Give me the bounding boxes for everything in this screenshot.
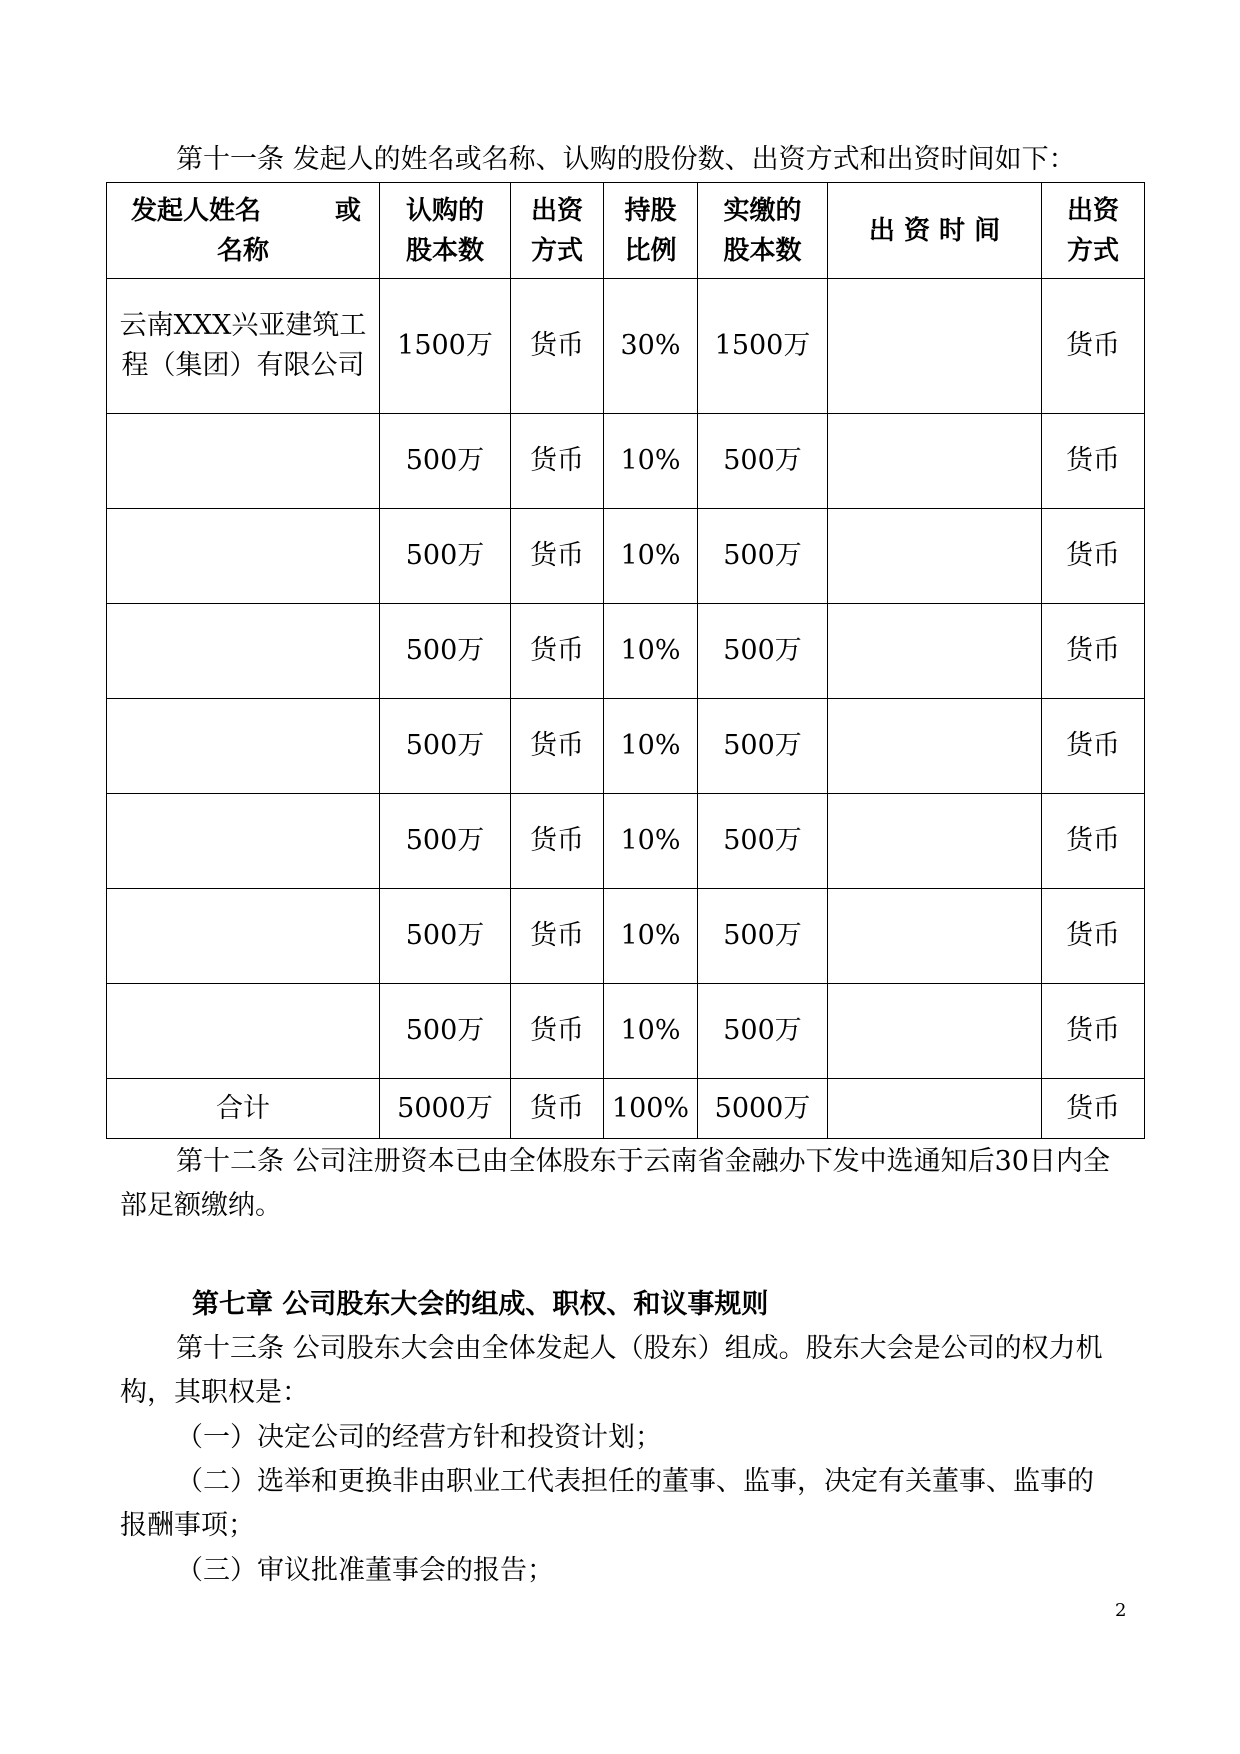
cell-method2: 货币 <box>1042 279 1145 414</box>
cell-method2: 货币 <box>1042 414 1145 509</box>
table-row <box>107 794 1145 889</box>
cell-time <box>828 699 1042 794</box>
cell-total-method2: 货币 <box>1042 1079 1145 1139</box>
cell-method: 货币 <box>511 794 604 889</box>
cell-method2: 货币 <box>1042 604 1145 699</box>
cell-paid: 500万 <box>698 509 828 604</box>
header-paid-line2: 股本数 <box>723 235 802 266</box>
cell-paid: 500万 <box>698 984 828 1079</box>
cell-time <box>828 984 1042 1079</box>
cell-total-subscribed: 5000万 <box>380 1079 511 1139</box>
cell-subscribed: 500万 <box>380 604 511 699</box>
cell-ratio: 10% <box>604 889 698 984</box>
chapter-7-heading: 第七章 公司股东大会的组成、职权、和议事规则 <box>192 1289 769 1320</box>
cell-ratio: 10% <box>604 509 698 604</box>
table-row <box>107 604 1145 699</box>
article-13: 第十三条 公司股东大会由全体发起人（股东）组成。股东大会是公司的权力机构，其职权是： <box>120 1333 1103 1408</box>
cell-paid: 500万 <box>698 699 828 794</box>
header-subscribed-line2: 股本数 <box>405 235 484 266</box>
cell-subscribed: 500万 <box>380 984 511 1079</box>
cell-name <box>107 509 380 604</box>
header-name-part3: 名称 <box>216 235 269 266</box>
cell-ratio: 10% <box>604 604 698 699</box>
header-method2-line1: 出资 <box>1066 195 1119 226</box>
article-13-item-2: （二）选举和更换非由职业工代表担任的董事、监事，决定有关董事、监事的报酬事项； <box>120 1466 1094 1541</box>
table-row <box>107 984 1145 1079</box>
cell-time <box>828 279 1042 414</box>
cell-paid: 1500万 <box>698 279 828 414</box>
header-method2-line2: 方式 <box>1066 235 1119 266</box>
header-method2 <box>1042 183 1145 279</box>
cell-name <box>107 604 380 699</box>
cell-subscribed: 500万 <box>380 509 511 604</box>
cell-time <box>828 794 1042 889</box>
header-subscribed <box>380 183 511 279</box>
cell-name <box>107 889 380 984</box>
table-row <box>107 889 1145 984</box>
cell-total-time <box>828 1079 1042 1139</box>
cell-subscribed: 1500万 <box>380 279 511 414</box>
cell-total-method: 货币 <box>511 1079 604 1139</box>
cell-ratio: 30% <box>604 279 698 414</box>
cell-method2: 货币 <box>1042 794 1145 889</box>
cell-method: 货币 <box>511 509 604 604</box>
header-method-line2: 方式 <box>530 235 583 266</box>
cell-method2: 货币 <box>1042 889 1145 984</box>
cell-method: 货币 <box>511 414 604 509</box>
header-name-part1: 发起人姓名 <box>131 195 262 226</box>
table-row <box>107 414 1145 509</box>
cell-paid: 500万 <box>698 794 828 889</box>
header-method <box>511 183 604 279</box>
cell-method: 货币 <box>511 604 604 699</box>
table-row <box>107 279 1145 414</box>
header-paid <box>698 183 828 279</box>
header-ratio <box>604 183 698 279</box>
cell-method2: 货币 <box>1042 509 1145 604</box>
cell-total-name: 合计 <box>107 1079 380 1139</box>
cell-method: 货币 <box>511 699 604 794</box>
article-12: 第十二条 公司注册资本已由全体股东于云南省金融办下发中选通知后30日内全部足额缴纳。 <box>120 1146 1110 1221</box>
cell-method: 货币 <box>511 279 604 414</box>
cell-name: 云南XXX兴亚建筑工程（集团）有限公司 <box>107 279 380 414</box>
header-paid-line1: 实缴的 <box>723 195 802 226</box>
article-11: 第十一条 发起人的姓名或名称、认购的股份数、出资方式和出资时间如下： <box>176 144 1076 175</box>
cell-time <box>828 889 1042 984</box>
cell-time <box>828 414 1042 509</box>
cell-name <box>107 414 380 509</box>
cell-total-ratio: 100% <box>604 1079 698 1139</box>
header-method-line1: 出资 <box>530 195 583 226</box>
cell-subscribed: 500万 <box>380 794 511 889</box>
cell-name <box>107 794 380 889</box>
cell-subscribed: 500万 <box>380 889 511 984</box>
cell-method: 货币 <box>511 984 604 1079</box>
cell-paid: 500万 <box>698 414 828 509</box>
cell-paid: 500万 <box>698 889 828 984</box>
table-total-row <box>107 1079 1145 1139</box>
shareholder-table <box>106 182 1145 1139</box>
cell-method2: 货币 <box>1042 699 1145 794</box>
cell-subscribed: 500万 <box>380 414 511 509</box>
cell-name <box>107 699 380 794</box>
cell-total-paid: 5000万 <box>698 1079 828 1139</box>
header-time: 出 资 时 间 <box>828 183 1042 279</box>
cell-ratio: 10% <box>604 984 698 1079</box>
table-header-row <box>107 183 1145 279</box>
header-ratio-line2: 比例 <box>624 235 677 266</box>
cell-ratio: 10% <box>604 414 698 509</box>
header-name-part2: 或 <box>334 195 361 226</box>
header-subscribed-line1: 认购的 <box>405 195 484 226</box>
table-row <box>107 699 1145 794</box>
cell-time <box>828 604 1042 699</box>
header-name <box>107 183 380 279</box>
cell-ratio: 10% <box>604 794 698 889</box>
cell-method2: 货币 <box>1042 984 1145 1079</box>
article-13-item-3: （三）审议批准董事会的报告； <box>176 1555 554 1586</box>
cell-name <box>107 984 380 1079</box>
table-row <box>107 509 1145 604</box>
cell-ratio: 10% <box>604 699 698 794</box>
article-13-item-1: （一）决定公司的经营方针和投资计划； <box>176 1422 662 1453</box>
header-ratio-line1: 持股 <box>624 195 677 226</box>
page-number: 2 <box>1115 1600 1127 1621</box>
cell-subscribed: 500万 <box>380 699 511 794</box>
cell-time <box>828 509 1042 604</box>
cell-paid: 500万 <box>698 604 828 699</box>
cell-method: 货币 <box>511 889 604 984</box>
